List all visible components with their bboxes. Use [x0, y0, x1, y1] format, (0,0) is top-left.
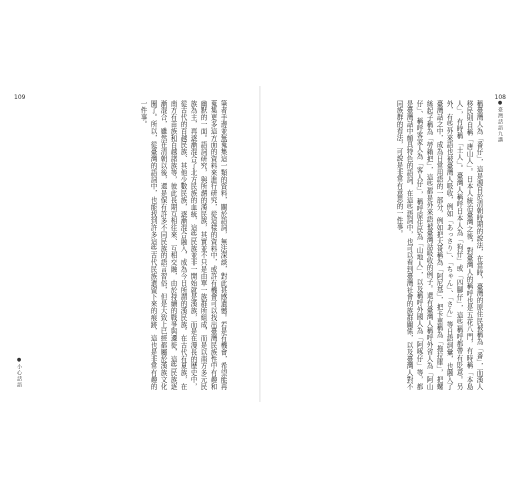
right-page-number: 108 [494, 94, 506, 101]
right-page-body-text: 稱臺灣人為「番仔」，這是源自於清朝時期的說法，在當時，臺灣的原住民被稱為「番」，而漢人移民則自稱「唐山人」。日本人統治臺灣之後，對臺灣人的稱呼也是五花八門，有時稱「本島人」，有時稱「土人」。臺灣人稱呼日本人為「狗仔」或「四腳仔」，這些稱呼都帶有貶意。另外，有些外來語也被臺灣人吸收，例如「あっさり」、「ちゃん」、「さん」等日語詞彙，也融入了臺灣話之中，成為日常用語的一部分，例如把大哥稱為「阿尼基」，把卡車稱為「拖拉庫」，把螺絲起子稱為「勞賴把」，這些都是外來語被臺灣話吸收的例子。還有臺灣人稱呼外省人為「阿山仔」、稱呼客家人為「客人仔」，稱呼原住民為「山地人」，以及稱呼外國人為「阿啄仔」等，都是臺灣話中頗具特色的語詞，在這些語詞中，也可以看到臺灣社會的族群關係，以及臺灣人對不同族群的看法，可說是非常有意思的一件事。 [395, 100, 483, 390]
left-page-number: 109 [14, 94, 26, 101]
left-running-head: ●小心話語 [16, 357, 22, 388]
book-spread [12, 86, 508, 402]
left-page [12, 86, 260, 402]
right-page [260, 86, 508, 402]
left-page-body-text: 筆者手邊並無蒐集這一類的資料，關於語詞，無法深談，對此甚感遺憾。若是有機會，希望能再蒐集更多這方面的資料來進行研究，從這樣的資料中，或許有機會可以找出臺灣民族性中有趣和幽默的一面。語詞研究，與所謂的漢民族，其實並不只是由單一族群所組成，而是以南方多元民族為主，再逐漸混合了北方民族的血統，這些民族並非一開始就是漢族，而是在漫長的歷史中，從古代的百越民族、其他少數民族，逐漸混合融入，成為今日所謂的漢民族。在古代有夏族，在南方有苗族和百越諸族等，彼此長期互相往來、互相交融，由於持續的戰爭與遷徙，這些民族逐漸混合，雖然在清朝以後，還是保有許多不同民族的語言習俗，但是大致上已經都屬於漢族文化圈了。所以，從臺灣的語詞中，也能找到許多這些古代民族遺留下來的痕跡，這也是非常有趣的一件事。 [139, 100, 227, 390]
right-running-head: ●臺灣話語九講 [497, 100, 503, 143]
